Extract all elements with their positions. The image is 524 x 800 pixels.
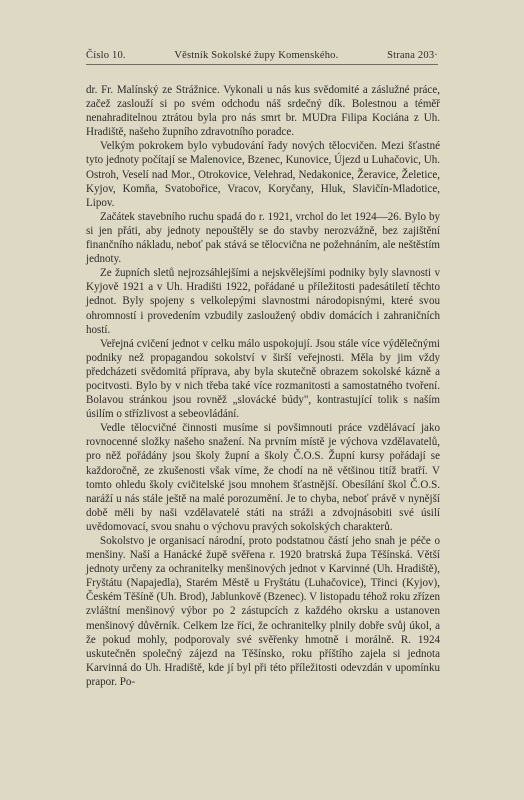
page-number: Strana 203· (387, 50, 438, 61)
paragraph-gymnasiums: Velkým pokrokem bylo vybudování řady nových tělocvičen. Mezi šťastné tyto jednoty počítají se Malenovice, Bzenec, Kunovice, Újezd u Luhačovic, Uh. Ostroh, Veselí nad Mor., Otrokovice, Velehrad, Nedakonice, Žeravice, Želetice, Kyjov, Komňa, Svatobořice, Vracov, Koryčany, Hluk, Slavičín-Mladotice, Lipov. (86, 140, 440, 209)
paragraph-rallies: Ze župních sletů nejrozsáhlejšími a nejskvělejšími podniky byly slavnosti v Kyjově 1921 a v Uh. Hradišti 1922, pořádané u příležitosti padesátiletí těchto jednot. Byly spojeny s velkolepými slavnostmi národopisnými, které svou ohromností i provedením vzbudily zasloužený obdiv domácích i zahraničních hostí. (86, 267, 440, 336)
paragraph-construction: Začátek stavebního ruchu spadá do r. 1921, vrchol do let 1924—26. Bylo by si jen přáti, aby jednoty nepouštěly se do stavby nerozvážně, bez zajištění finančního nákladu, neboť pak stává se tělocvična ne požehnáním, ale neštěstím jednoty. (86, 210, 440, 266)
page-header (86, 50, 438, 61)
paragraph-education: Vedle tělocvičné činnosti musíme si povšimnouti práce vzdělávací jako rovnocenné složky našeho snažení. Na prvním místě je výchova vzdělavatelů, pro něž pořádány jsou školy župní a školy Č.O.S. Župní kursy pořádají se každoročně, ze zkušenosti však víme, že chodí na ně většinou titíž bratří. V tomto ohledu školy cvičitelské jsou mnohem šťastnější. Obesílání škol Č.O.S. naráží u nás stále ještě na malé porozumění. Je to chyba, neboť právě v nynější době měli by naši vzdělavatelé státi na stráži a zdvojnásobiti své úsilí uvědomovací, svou snahu o výchovu pravých sokolských charakterů. (86, 422, 440, 533)
paragraph-minorities: Sokolstvo je organisací národní, proto podstatnou částí jeho snah je péče o menšiny. Naší a Hanácké župě svěřena r. 1920 bratrská župa Těšínská. Větší jednoty určeny za ochranitelky menšinových jednot v Karvinné (Uh. Hradiště), Fryštátu (Napajedla), Starém Městě u Fryštátu (Luhačovice), Třinci (Kyjov), Českém Těšíně (Uh. Brod), Jablunkově (Bzenec). V listopadu téhož roku zřízen zvláštní menšinový výbor po 2 zástupcích z každého okrsku a ustanoven menšinový důvěrník. Celkem lze říci, že ochranitelky plnily dobře svůj úkol, a že pokud mohly, podporovaly své svěřenky hmotně i morálně. R. 1924 uskutečněn společný zájezd na Těšínsko, roku příštího zajela si jednota Karvinná do Uh. Hradiště, kde jí byl při této příležitosti odevzdán v upomínku prapor. Po- (86, 535, 440, 688)
paragraph-public-exercises: Veřejná cvičení jednot v celku málo uspokojují. Jsou stále více výdělečnými podniky než propagandou sokolství v širší veřejnosti. Měla by jim vždy předcházeti svědomitá příprava, aby byla skutečně obrazem sokolské kázně a pocitvosti. Bylo by v nich třeba také více rozmanitosti a samostatného tvoření. Bolavou stránkou jsou rovněž „slovácké búdy", kontrastující tolik s naším úsilím o střízlivost a sebeovládání. (86, 337, 440, 421)
header-divider (86, 64, 438, 65)
paragraph-continuation: dr. Fr. Malínský ze Strážnice. Vykonali u nás kus svědomité a záslužné práce, začež zaslouží si po svém odchodu náš srdečný dík. Bolestnou a téměř nenahraditelnou ztrátou byla pro nás smrt br. MUDra Filipa Kociána z Uh. Hradiště, našeho župního zdravotního poradce. (86, 84, 440, 139)
journal-title: Věstník Sokolské župy Komenského. (174, 50, 339, 61)
issue-number: Číslo 10. (86, 50, 126, 61)
body-text (86, 83, 440, 689)
